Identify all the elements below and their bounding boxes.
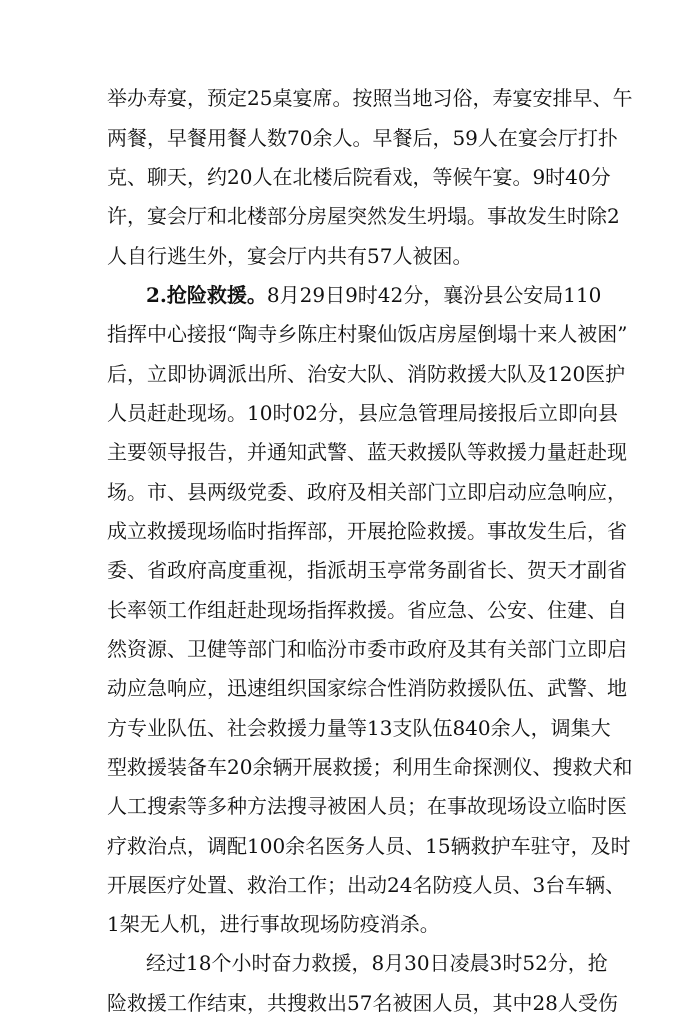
text-line: 举办寿宴，预定25桌宴席。按照当地习俗，寿宴安排早、午 — [107, 86, 633, 110]
text-line: 克、聊天，约20人在北楼后院看戏，等候午宴。9时40分 — [107, 165, 611, 189]
text-line: 方专业队伍、社会救援力量等13支队伍840余人，调集大 — [107, 716, 611, 740]
text-line: 1架无人机，进行事故现场防疫消杀。 — [107, 912, 440, 936]
text-line: 人自行逃生外，宴会厅内共有57人被困。 — [107, 244, 473, 268]
text-line: 两餐，早餐用餐人数70余人。早餐后，59人在宴会厅打扑 — [107, 126, 618, 150]
text-line: 险救援工作结束，共搜救出57名被困人员，其中28人受伤 — [107, 991, 618, 1015]
section-heading: 2.抢险救援。 — [146, 283, 267, 307]
text-line: 场。市、县两级党委、政府及相关部门立即启动应急响应， — [107, 480, 627, 504]
text-line: 主要领导报告，并通知武警、蓝天救援队等救援力量赶赴现 — [107, 440, 627, 464]
text-line: 疗救治点，调配100余名医务人员、15辆救护车驻守，及时 — [107, 834, 631, 858]
section-heading-line — [146, 275, 602, 315]
text-line: 人员赶赴现场。10时02分，县应急管理局接报后立即向县 — [107, 401, 618, 425]
text-line: 指挥中心接报“陶寺乡陈庄村聚仙饭店房屋倒塌十来人被困” — [107, 322, 628, 346]
text-line: 长率领工作组赶赴现场指挥救援。省应急、公安、住建、自 — [107, 598, 627, 622]
text-line: 许，宴会厅和北楼部分房屋突然发生坍塌。事故发生时除2 — [107, 204, 620, 228]
text-line: 后，立即协调派出所、治安大队、消防救援大队及120医护 — [107, 362, 626, 386]
text-line: 动应急响应，迅速组织国家综合性消防救援队伍、武警、地 — [107, 676, 627, 700]
text-line: 委、省政府高度重视，指派胡玉亭常务副省长、贺天才副省 — [107, 558, 627, 582]
text-line: 人工搜索等多种方法搜寻被困人员；在事故现场设立临时医 — [107, 794, 627, 818]
text-line: 经过18个小时奋力救援，8月30日凌晨3时52分，抢 — [146, 951, 608, 975]
text-line: 然资源、卫健等部门和临汾市委市政府及其有关部门立即启 — [107, 637, 627, 661]
text-line: 成立救援现场临时指挥部，开展抢险救援。事故发生后，省 — [107, 519, 627, 543]
text-line: 型救援装备车20余辆开展救援；利用生命探测仪、搜救犬和 — [107, 755, 633, 779]
text-line: 8月29日9时42分，襄汾县公安局110 — [266, 283, 602, 307]
text-line: 开展医疗处置、救治工作；出动24名防疫人员、3台车辆、 — [107, 873, 626, 897]
